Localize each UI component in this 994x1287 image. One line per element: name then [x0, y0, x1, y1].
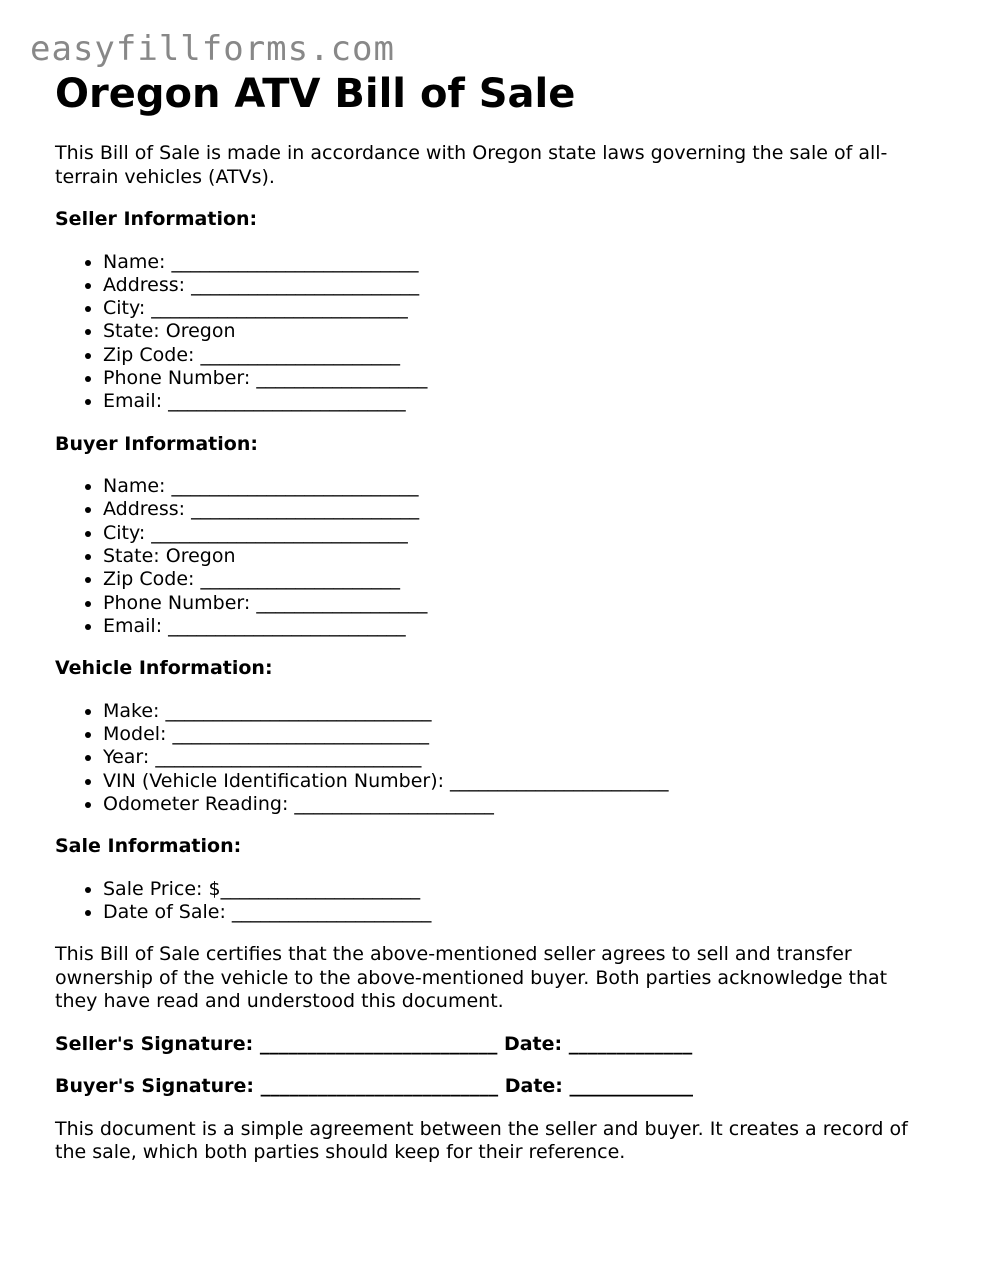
seller-zip-field[interactable]: • Zip Code: _____________________	[103, 344, 935, 367]
buyer-city-field[interactable]: • City: ___________________________	[103, 522, 935, 545]
buyer-email-field[interactable]: • Email: _________________________	[103, 615, 935, 638]
vehicle-make-field[interactable]: • Make: ____________________________	[103, 700, 935, 723]
buyer-fields-list	[55, 475, 935, 638]
seller-name-field[interactable]: • Name: __________________________	[103, 251, 935, 274]
buyer-address-field[interactable]: • Address: ________________________	[103, 498, 935, 521]
vehicle-fields-list	[55, 700, 935, 816]
seller-address-field[interactable]: • Address: ________________________	[103, 274, 935, 297]
seller-phone-field[interactable]: • Phone Number: __________________	[103, 367, 935, 390]
closing-paragraph: This document is a simple agreement between the seller and buyer. It creates a record of the sale, which both parties should keep for their reference.	[55, 1117, 908, 1164]
vehicle-year-field[interactable]: • Year: ____________________________	[103, 746, 935, 769]
buyer-state-field: • State: Oregon	[103, 545, 935, 568]
seller-heading: Seller Information:	[55, 208, 258, 230]
buyer-phone-field[interactable]: • Phone Number: __________________	[103, 592, 935, 615]
buyer-heading: Buyer Information:	[55, 432, 258, 455]
buyer-signature-row	[55, 1075, 935, 1099]
buyer-signature-line[interactable]: _________________________	[260, 1075, 499, 1098]
seller-state-field: • State: Oregon	[103, 320, 935, 343]
seller-date-label: Date:	[497, 1032, 569, 1055]
seller-fields-list	[55, 251, 935, 414]
buyer-signature-label: Buyer's Signature:	[55, 1075, 261, 1098]
buyer-date-line[interactable]: _____________	[569, 1075, 694, 1098]
seller-email-field[interactable]: • Email: _________________________	[103, 390, 935, 413]
seller-date-line[interactable]: _____________	[568, 1032, 693, 1055]
sale-heading: Sale Information:	[55, 835, 242, 858]
watermark: easyfillforms.com	[30, 29, 395, 69]
document-page	[55, 70, 935, 1184]
intro-paragraph: This Bill of Sale is made in accordance with Oregon state laws governing the sale of all-terrain vehicles (ATVs).	[55, 142, 888, 188]
vehicle-odometer-field[interactable]: • Odometer Reading: _____________________	[103, 793, 935, 816]
page-title: Oregon ATV Bill of Sale	[55, 71, 576, 117]
buyer-date-label: Date:	[498, 1075, 570, 1098]
certification-paragraph: This Bill of Sale certifies that the above-mentioned seller agrees to sell and transfer ownership of the vehicle to the above-mentioned buyer. Both parties acknowledge that they have read and understood this document.	[55, 943, 888, 1013]
seller-signature-label: Seller's Signature:	[55, 1032, 260, 1055]
seller-signature-line[interactable]: _________________________	[259, 1032, 498, 1055]
buyer-name-field[interactable]: • Name: __________________________	[103, 475, 935, 498]
seller-city-field[interactable]: • City: ___________________________	[103, 297, 935, 320]
sale-fields-list	[55, 878, 935, 925]
sale-date-field[interactable]: • Date of Sale: _____________________	[103, 901, 935, 924]
sale-price-field[interactable]: • Sale Price: $_____________________	[103, 878, 935, 901]
vehicle-heading: Vehicle Information:	[55, 657, 273, 680]
vehicle-model-field[interactable]: • Model: ___________________________	[103, 723, 935, 746]
vehicle-vin-field[interactable]: • VIN (Vehicle Identification Number): _______________________	[103, 770, 935, 793]
buyer-zip-field[interactable]: • Zip Code: _____________________	[103, 568, 935, 591]
seller-signature-row	[55, 1033, 935, 1057]
